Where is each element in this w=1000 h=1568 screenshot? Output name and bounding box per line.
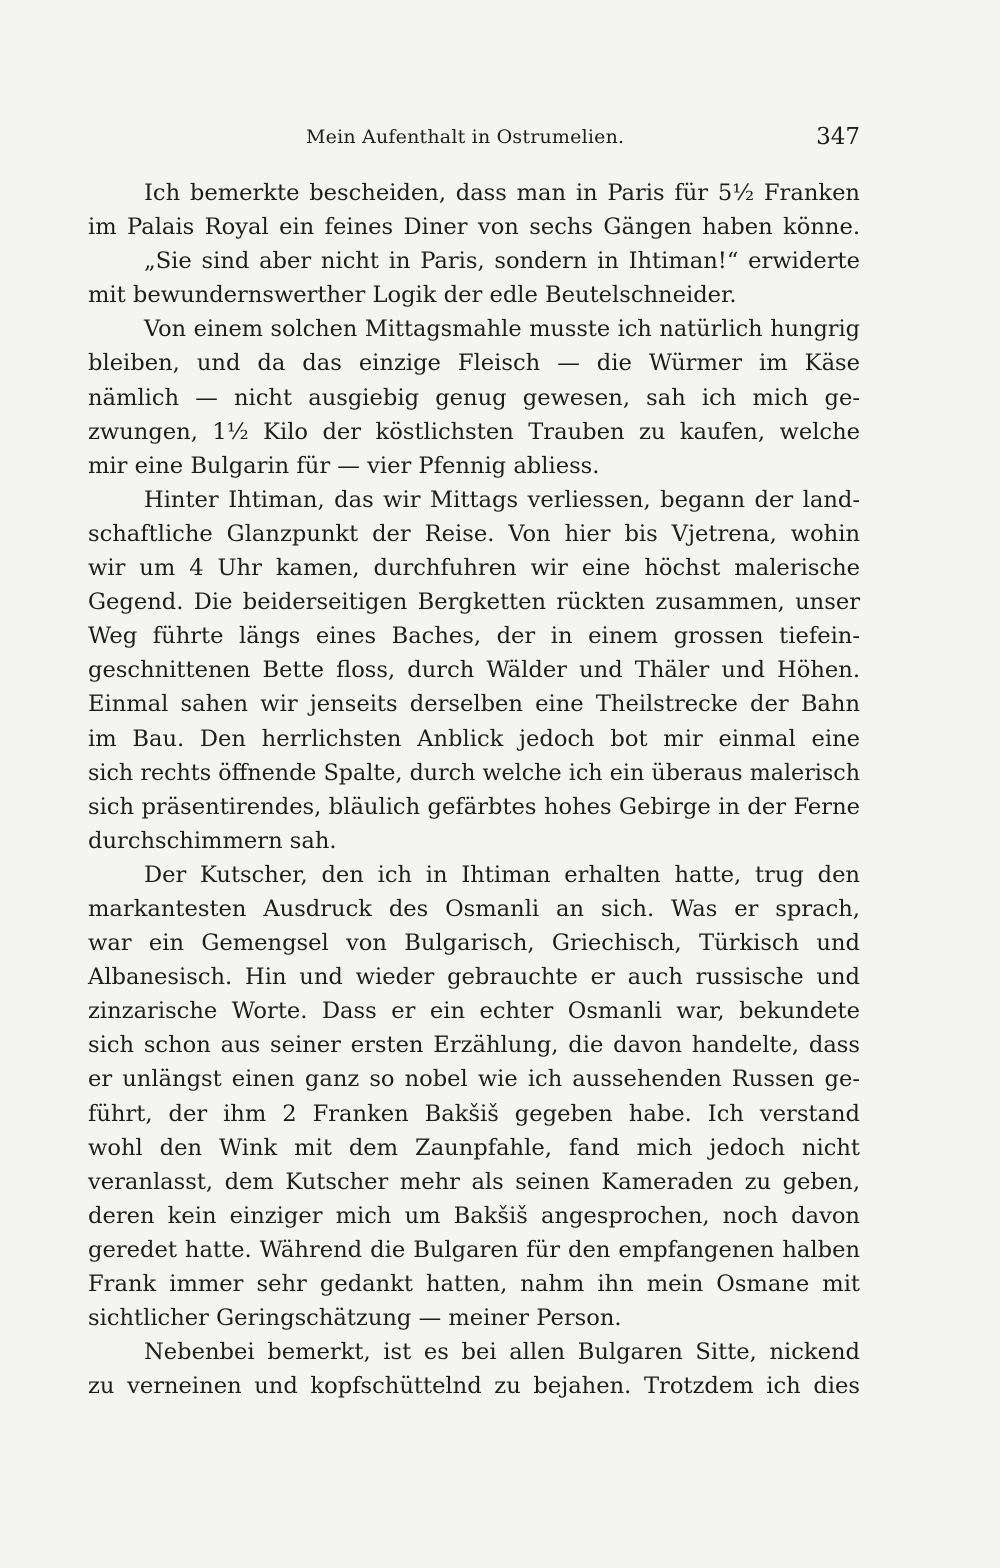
text-line: er unlängst einen ganz so nobel wie ich aussehenden Russen ge-	[88, 1066, 860, 1093]
text-line: durchschimmern sah.	[88, 827, 337, 854]
text-line: mit bewundernswerther Logik der edle Beutelschneider.	[88, 282, 737, 309]
text-line: Frank immer sehr gedankt hatten, nahm ihn mein Osmane mit	[88, 1271, 860, 1297]
text-line: Nebenbei bemerkt, ist es bei allen Bulgaren Sitte, nickend	[144, 1339, 860, 1366]
text-line: führt, der ihm 2 Franken Bakšiš gegeben habe. Ich verstand	[88, 1100, 860, 1127]
text-line: mir eine Bulgarin für — vier Pfennig abliess.	[88, 452, 600, 479]
running-title: Mein Aufenthalt in Ostrumelien.	[306, 126, 625, 148]
text-line: Weg führte längs eines Baches, der in einem grossen tiefein-	[88, 623, 860, 650]
text-line: Einmal sahen wir jenseits derselben eine Theilstrecke der Bahn	[88, 691, 860, 718]
text-line: zu verneinen und kopfschüttelnd zu bejahen. Trotzdem ich dies	[88, 1373, 860, 1400]
text-line: wohl den Wink mit dem Zaunpfahle, fand mich jedoch nicht	[88, 1134, 860, 1161]
text-line: geredet hatte. Während die Bulgaren für den empfangenen halben	[88, 1236, 860, 1263]
page-number: 347	[816, 124, 860, 150]
text-line: schaftliche Glanzpunkt der Reise. Von hier bis Vjetrena, wohin	[88, 520, 860, 547]
text-line: markantesten Ausdruck des Osmanli an sich. Was er sprach,	[88, 895, 860, 922]
text-line: Albanesisch. Hin und wieder gebrauchte er auch russische und	[88, 964, 860, 991]
body-text	[88, 176, 860, 1403]
text-line: sich rechts öffnende Spalte, durch welche ich ein überaus malerisch	[88, 759, 860, 786]
text-line: Gegend. Die beiderseitigen Bergketten rückten zusammen, unser	[88, 589, 860, 616]
running-head	[88, 122, 860, 158]
text-line: war ein Gemengsel von Bulgarisch, Griechisch, Türkisch und	[88, 930, 860, 957]
text-line: „Sie sind aber nicht in Paris, sondern in Ihtiman!“ erwiderte	[144, 248, 860, 275]
text-line: Von einem solchen Mittagsmahle musste ich natürlich hungrig	[144, 316, 860, 343]
text-line: zinzarische Worte. Dass er ein echter Osmanli war, bekundete	[88, 998, 860, 1025]
text-line: geschnittenen Bette floss, durch Wälder und Thäler und Höhen.	[88, 657, 860, 684]
text-line: Hinter Ihtiman, das wir Mittags verliessen, begann der land-	[144, 486, 860, 513]
text-line: sich präsentirendes, bläulich gefärbtes hohes Gebirge in der Ferne	[88, 793, 860, 820]
text-line: im Palais Royal ein feines Diner von sechs Gängen haben könne.	[88, 214, 860, 241]
text-line: Der Kutscher, den ich in Ihtiman erhalten hatte, trug den	[144, 861, 860, 888]
text-line: sich schon aus seiner ersten Erzählung, die davon handelte, dass	[88, 1032, 860, 1059]
text-line: veranlasst, dem Kutscher mehr als seinen Kameraden zu geben,	[88, 1168, 860, 1195]
text-line: im Bau. Den herrlichsten Anblick jedoch bot mir einmal eine	[88, 725, 860, 752]
text-line: wir um 4 Uhr kamen, durchfuhren wir eine höchst malerische	[88, 555, 860, 582]
text-line: sichtlicher Geringschätzung — meiner Person.	[88, 1305, 622, 1332]
text-line: zwungen, 1½ Kilo der köstlichsten Trauben zu kaufen, welche	[88, 418, 860, 445]
text-line: deren kein einziger mich um Bakšiš angesprochen, noch davon	[88, 1202, 860, 1229]
text-line: Ich bemerkte bescheiden, dass man in Paris für 5½ Franken	[144, 180, 860, 206]
text-line: bleiben, und da das einzige Fleisch — die Würmer im Käse	[88, 350, 860, 377]
text-line: nämlich — nicht ausgiebig genug gewesen, sah ich mich ge-	[88, 384, 860, 411]
